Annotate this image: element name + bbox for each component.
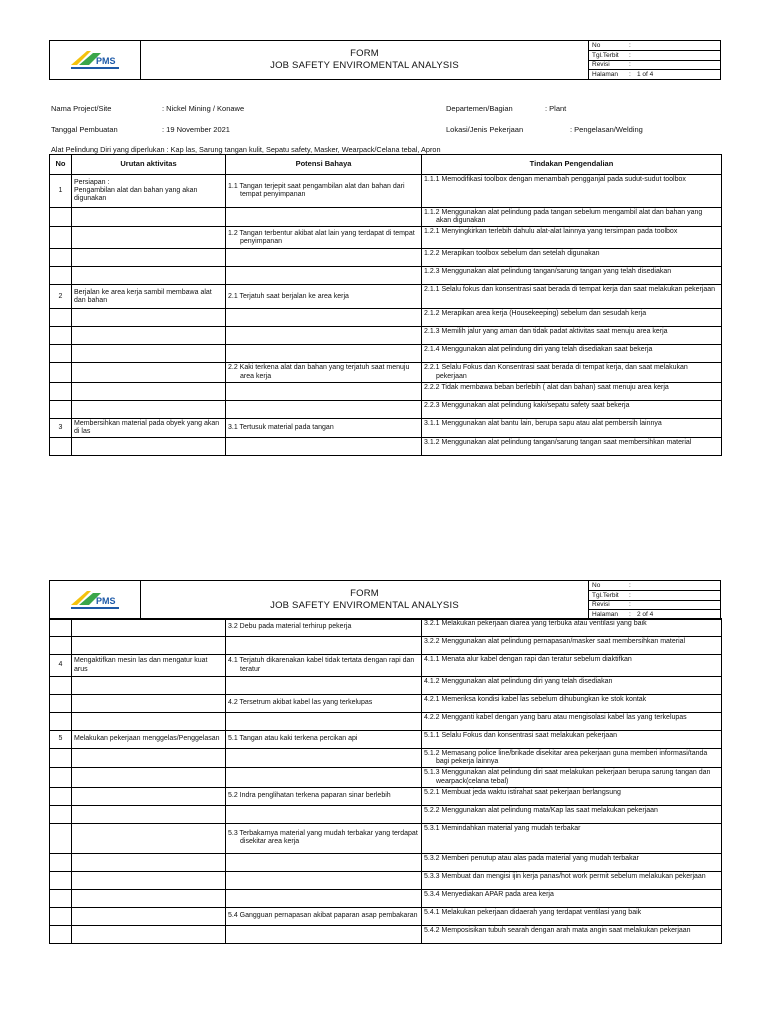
- cell-hazard: [226, 925, 422, 943]
- cell-no: [50, 637, 72, 655]
- cell-no: [50, 400, 72, 418]
- cell-hazard: 5.1 Tangan atau kaki terkena percikan api: [226, 731, 422, 749]
- cell-no: [50, 438, 72, 456]
- cell-activity: [72, 677, 226, 695]
- cell-hazard: [226, 889, 422, 907]
- cell-no: [50, 677, 72, 695]
- cell-no: 5: [50, 731, 72, 749]
- cell-no: [50, 208, 72, 227]
- cell-activity: [72, 363, 226, 382]
- cell-control: 2.2.3 Menggunakan alat pelindung kaki/sepatu safety saat bekerja: [422, 400, 722, 418]
- table-row: [50, 768, 722, 787]
- table-row: [50, 731, 722, 749]
- cell-no: [50, 749, 72, 768]
- table-row: [50, 267, 722, 285]
- cell-control: 5.1.2 Memasang police line/brikade disekitar area pekerjaan guna memberi informasi/tanda bagi pekerja lainnya: [422, 749, 722, 768]
- cell-no: 2: [50, 285, 72, 309]
- table-row: [50, 363, 722, 382]
- cell-activity: Membersihkan material pada obyek yang akan di las: [72, 418, 226, 437]
- table-row: [50, 619, 722, 637]
- cell-activity: [72, 768, 226, 787]
- meta-row-revisi: Revisi :: [589, 601, 720, 611]
- cell-hazard: [226, 249, 422, 267]
- table-row: [50, 925, 722, 943]
- cell-activity: [72, 227, 226, 249]
- cell-hazard: 2.2 Kaki terkena alat dan bahan yang terjatuh saat menuju area kerja: [226, 363, 422, 382]
- cell-no: [50, 823, 72, 853]
- meta-row-revisi: Revisi :: [589, 61, 720, 71]
- cell-control: 2.2.1 Selalu Fokus dan Konsentrasi saat berada di tempat kerja, dan saat melakukan pekerjaan: [422, 363, 722, 382]
- cell-activity: [72, 309, 226, 327]
- cell-control: 5.4.2 Memposisikan tubuh searah dengan arah mata angin saat melakukan pekerjaan: [422, 925, 722, 943]
- ppe-required: Alat Pelindung Diri yang diperlukan : Kap las, Sarung tangan kulit, Sepatu safety, Masker, Wearpack/Celana tebal, Apron: [51, 145, 441, 154]
- cell-hazard: 4.1 Terjatuh dikarenakan kabel tidak tertata dengan rapi dan teratur: [226, 655, 422, 677]
- meta-row-tgl: Tgl.Terbit :: [589, 591, 720, 601]
- cell-activity: Melakukan pekerjaan menggelas/Penggelasan: [72, 731, 226, 749]
- cell-activity: [72, 619, 226, 637]
- table-row: [50, 249, 722, 267]
- cell-no: [50, 382, 72, 400]
- table-row: [50, 677, 722, 695]
- cell-activity: [72, 249, 226, 267]
- cell-activity: [72, 749, 226, 768]
- cell-control: 5.4.1 Melakukan pekerjaan didaerah yang terdapat ventilasi yang baik: [422, 907, 722, 925]
- cell-hazard: [226, 345, 422, 363]
- dept-value: : Plant: [545, 104, 567, 113]
- table-row: [50, 853, 722, 871]
- cell-activity: [72, 713, 226, 731]
- cell-hazard: [226, 327, 422, 345]
- cell-control: 4.2.2 Mengganti kabel dengan yang baru atau mengisolasi kabel las yang terkelupas: [422, 713, 722, 731]
- project-value: : Nickel Mining / Konawe: [162, 104, 245, 113]
- dept-label: Departemen/Bagian: [446, 104, 513, 113]
- cell-control: 1.1.2 Menggunakan alat pelindung pada tangan sebelum mengambil alat dan bahan yang akan digunakan: [422, 208, 722, 227]
- cell-no: [50, 768, 72, 787]
- cell-control: 5.3.2 Memberi penutup atau alas pada material yang mudah terbakar: [422, 853, 722, 871]
- company-logo: [50, 41, 141, 79]
- cell-activity: [72, 438, 226, 456]
- cell-hazard: [226, 805, 422, 823]
- table-row: [50, 787, 722, 805]
- cell-activity: [72, 345, 226, 363]
- form-meta: [588, 581, 720, 619]
- cell-activity: [72, 853, 226, 871]
- cell-activity: [72, 925, 226, 943]
- table-row: [50, 285, 722, 309]
- meta-row-halaman: Halaman : 1 of 4: [592, 71, 654, 79]
- cell-no: [50, 925, 72, 943]
- table-row: [50, 871, 722, 889]
- table-row: [50, 805, 722, 823]
- cell-no: [50, 889, 72, 907]
- jsea-table-1: [49, 154, 722, 456]
- table-row: [50, 655, 722, 677]
- cell-hazard: [226, 400, 422, 418]
- cell-hazard: [226, 382, 422, 400]
- cell-no: [50, 363, 72, 382]
- form-header-2: [49, 580, 721, 620]
- meta-row-tgl: Tgl.Terbit :: [589, 51, 720, 61]
- cell-hazard: [226, 438, 422, 456]
- form-title: JOB SAFETY ENVIROMENTAL ANALYSIS: [270, 60, 459, 71]
- cell-control: 5.1.3 Menggunakan alat pelindung diri saat melakukan pekerjaan berupa sarung tangan dan wearpack(celana tebal): [422, 768, 722, 787]
- cell-hazard: [226, 768, 422, 787]
- cell-no: [50, 871, 72, 889]
- cell-no: 4: [50, 655, 72, 677]
- form-header-1: [49, 40, 721, 80]
- date-label: Tanggal Pembuatan: [51, 125, 118, 134]
- cell-control: 3.1.2 Menggunakan alat pelindung tangan/sarung tangan saat membersihkan material: [422, 438, 722, 456]
- cell-no: [50, 907, 72, 925]
- table-row: [50, 749, 722, 768]
- cell-no: [50, 805, 72, 823]
- cell-control: 3.1.1 Menggunakan alat bantu lain, berupa sapu atau alat pembersih lainnya: [422, 418, 722, 437]
- cell-control: 5.3.1 Memindahkan material yang mudah terbakar: [422, 823, 722, 853]
- cell-activity: [72, 823, 226, 853]
- cell-hazard: 1.2 Tangan terbentur akibat alat lain yang terdapat di tempat penyimpanan: [226, 227, 422, 249]
- cell-hazard: [226, 309, 422, 327]
- meta-row-halaman: Halaman : 2 of 4: [592, 611, 654, 619]
- table-row: [50, 438, 722, 456]
- table-row: [50, 400, 722, 418]
- cell-hazard: [226, 267, 422, 285]
- cell-control: 2.1.4 Menggunakan alat pelindung diri yang telah disediakan saat bekerja: [422, 345, 722, 363]
- cell-activity: [72, 889, 226, 907]
- table-row: [50, 713, 722, 731]
- cell-no: [50, 619, 72, 637]
- company-logo: [50, 581, 141, 619]
- cell-control: 5.1.1 Selalu Fokus dan konsentrasi saat melakukan pekerjaan: [422, 731, 722, 749]
- cell-activity: [72, 400, 226, 418]
- table-row: [50, 889, 722, 907]
- cell-control: 3.2.1 Melakukan pekerjaan diarea yang terbuka atau ventilasi yang baik: [422, 619, 722, 637]
- cell-activity: Mengaktifkan mesin las dan mengatur kuat arus: [72, 655, 226, 677]
- cell-no: [50, 345, 72, 363]
- cell-control: 5.3.4 Menyediakan APAR pada area kerja: [422, 889, 722, 907]
- meta-row-no: No :: [589, 41, 720, 51]
- cell-hazard: 1.1 Tangan terjepit saat pengambilan alat dan bahan dari tempat penyimpanan: [226, 175, 422, 208]
- cell-hazard: 3.2 Debu pada material terhirup pekerja: [226, 619, 422, 637]
- header-control: Tindakan Pengendalian: [422, 155, 722, 175]
- cell-control: 3.2.2 Menggunakan alat pelindung pernapasan/masker saat membersihkan material: [422, 637, 722, 655]
- table-row: [50, 175, 722, 208]
- form-label: FORM: [350, 588, 379, 599]
- cell-activity: Persiapan : Pengambilan alat dan bahan yang akan digunakan: [72, 175, 226, 208]
- table-row: [50, 309, 722, 327]
- cell-hazard: [226, 677, 422, 695]
- page-1: [0, 0, 768, 500]
- cell-activity: [72, 327, 226, 345]
- table-row: [50, 637, 722, 655]
- cell-activity: [72, 382, 226, 400]
- cell-hazard: 5.4 Gangguan pernapasan akibat paparan asap pembakaran: [226, 907, 422, 925]
- form-label: FORM: [350, 48, 379, 59]
- meta-row-no: No :: [589, 581, 720, 591]
- location-value: : Pengelasan/Welding: [570, 125, 643, 134]
- cell-control: 4.1.1 Menata alur kabel dengan rapi dan teratur sebelum diaktifkan: [422, 655, 722, 677]
- cell-hazard: 3.1 Tertusuk material pada tangan: [226, 418, 422, 437]
- cell-hazard: 5.3 Terbakarnya material yang mudah terbakar yang terdapat disekitar area kerja: [226, 823, 422, 853]
- cell-hazard: 4.2 Tersetrum akibat kabel las yang terkelupas: [226, 695, 422, 713]
- cell-control: 4.2.1 Memeriksa kondisi kabel las sebelum dihubungkan ke stok kontak: [422, 695, 722, 713]
- cell-activity: [72, 208, 226, 227]
- cell-control: 5.2.1 Membuat jeda waktu istirahat saat pekerjaan berlangsung: [422, 787, 722, 805]
- table-row: [50, 227, 722, 249]
- page-2: [0, 580, 768, 1024]
- cell-control: 2.1.3 Memilih jalur yang aman dan tidak padat aktivitas saat menuju area kerja: [422, 327, 722, 345]
- form-meta: [588, 41, 720, 79]
- header-no: No: [50, 155, 72, 175]
- cell-hazard: 2.1 Terjatuh saat berjalan ke area kerja: [226, 285, 422, 309]
- cell-control: 2.2.2 Tidak membawa beban berlebih ( alat dan bahan) saat menuju area kerja: [422, 382, 722, 400]
- cell-hazard: [226, 637, 422, 655]
- cell-activity: [72, 267, 226, 285]
- logo-text: PMS: [96, 56, 116, 66]
- cell-control: 4.1.2 Menggunakan alat pelindung diri yang telah disediakan: [422, 677, 722, 695]
- table-row: [50, 695, 722, 713]
- cell-no: 1: [50, 175, 72, 208]
- location-label: Lokasi/Jenis Pekerjaan: [446, 125, 524, 134]
- cell-activity: Berjalan ke area kerja sambil membawa alat dan bahan: [72, 285, 226, 309]
- table-row: [50, 208, 722, 227]
- date-value: : 19 November 2021: [162, 125, 230, 134]
- cell-activity: [72, 637, 226, 655]
- header-activity: Urutan aktivitas: [72, 155, 226, 175]
- cell-no: [50, 227, 72, 249]
- table-row: [50, 345, 722, 363]
- cell-hazard: [226, 208, 422, 227]
- cell-hazard: [226, 749, 422, 768]
- logo-text: PMS: [96, 596, 116, 606]
- cell-hazard: [226, 713, 422, 731]
- table-row: [50, 418, 722, 437]
- cell-activity: [72, 695, 226, 713]
- cell-control: 2.1.2 Merapikan area kerja (Housekeeping) sebelum dan sesudah kerja: [422, 309, 722, 327]
- table-row: [50, 382, 722, 400]
- cell-no: [50, 309, 72, 327]
- form-title-block: [141, 581, 588, 619]
- table-row: [50, 907, 722, 925]
- jsea-table-2: [49, 618, 722, 944]
- cell-activity: [72, 907, 226, 925]
- cell-hazard: 5.2 Indra penglihatan terkena paparan sinar berlebih: [226, 787, 422, 805]
- cell-no: [50, 249, 72, 267]
- cell-no: [50, 713, 72, 731]
- cell-no: [50, 787, 72, 805]
- table-row: [50, 823, 722, 853]
- cell-no: [50, 267, 72, 285]
- cell-control: 1.2.3 Menggunakan alat pelindung tangan/sarung tangan yang telah disediakan: [422, 267, 722, 285]
- cell-control: 1.1.1 Memodifikasi toolbox dengan menambah pengganjal pada sudut-sudut toolbox: [422, 175, 722, 208]
- cell-activity: [72, 805, 226, 823]
- table-row: [50, 327, 722, 345]
- cell-control: 5.3.3 Membuat dan mengisi ijin kerja panas/hot work permit sebelum melakukan pekerjaan: [422, 871, 722, 889]
- cell-no: [50, 853, 72, 871]
- cell-no: [50, 327, 72, 345]
- form-title-block: [141, 41, 588, 79]
- cell-activity: [72, 871, 226, 889]
- cell-activity: [72, 787, 226, 805]
- form-title: JOB SAFETY ENVIROMENTAL ANALYSIS: [270, 600, 459, 611]
- cell-no: 3: [50, 418, 72, 437]
- cell-hazard: [226, 853, 422, 871]
- cell-control: 1.2.2 Merapikan toolbox sebelum dan setelah digunakan: [422, 249, 722, 267]
- cell-control: 2.1.1 Selalu fokus dan konsentrasi saat berada di tempat kerja dan saat melakukan pekerjaan: [422, 285, 722, 309]
- cell-control: 5.2.2 Menggunakan alat pelindung mata/Kap las saat melakukan pekerjaan: [422, 805, 722, 823]
- cell-no: [50, 695, 72, 713]
- project-label: Nama Project/Site: [51, 104, 112, 113]
- header-hazard: Potensi Bahaya: [226, 155, 422, 175]
- cell-control: 1.2.1 Menyingkirkan terlebih dahulu alat-alat lainnya yang tersimpan pada toolbox: [422, 227, 722, 249]
- cell-hazard: [226, 871, 422, 889]
